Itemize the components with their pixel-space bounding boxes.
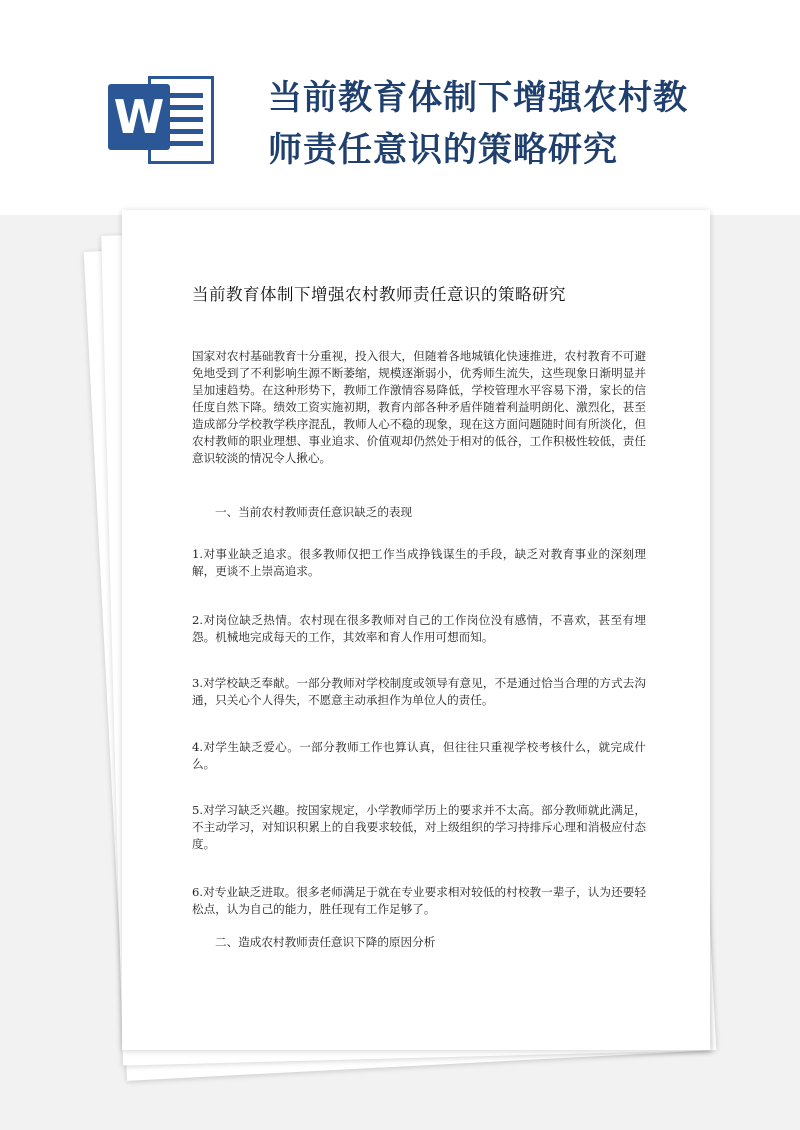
list-item-2: 2.对岗位缺乏热情。农村现在很多教师对自己的工作岗位没有感情，不喜欢，甚至有埋怨。机械地完成每天的工作，其效率和育人作用可想而知。	[192, 613, 646, 644]
list-item-1: 1.对事业缺乏追求。很多教师仅把工作当成挣钱谋生的手段，缺乏对教育事业的深刻理解，更谈不上崇高追求。	[192, 547, 646, 578]
header-banner	[0, 0, 800, 215]
list-item-6: 6.对专业缺乏进取。很多老师满足于就在专业要求相对较低的村校教一辈子，认为还要轻松点，认为自己的能力，胜任现有工作足够了。	[192, 885, 646, 916]
word-icon-line	[169, 117, 203, 122]
intro-paragraph: 国家对农村基础教育十分重视，投入很大，但随着各地城镇化快速推进，农村教育不可避免地受到了不利影响生源不断萎缩，规模逐渐弱小，优秀师生流失，这些现象日渐明显并呈加速趋势。在这种形势下，教师工作激情容易降低，学校管理水平容易下滑，家长的信任度自然下降。绩效工资实施初期，教育内部各种矛盾伴随着利益明朗化、激烈化，甚至造成部分学校教学秩序混乱，教师人心不稳的现象，现在这方面问题随时间有所淡化，但农村教师的职业理想、事业追求、价值观却仍然处于相对的低谷，工作积极性较低，责任意识较淡的情况令人揪心。	[192, 349, 646, 465]
word-icon-line	[169, 141, 203, 146]
word-icon-letter: W	[108, 84, 170, 150]
word-document-icon	[108, 70, 218, 170]
word-icon-line	[169, 129, 203, 134]
document-title: 当前教育体制下增强农村教师责任意识的策略研究	[192, 285, 566, 304]
list-item-3: 3.对学校缺乏奉献。一部分教师对学校制度或领导有意见，不是通过恰当合理的方式去沟通，只关心个人得失，不愿意主动承担作为单位人的责任。	[192, 676, 646, 707]
page-title: 当前教育体制下增强农村教师责任意识的策略研究	[268, 78, 688, 170]
section-heading-2: 二、造成农村教师责任意识下降的原因分析	[215, 935, 436, 949]
list-item-5: 5.对学习缺乏兴趣。按国家规定，小学教师学历上的要求并不太高。部分教师就此满足，不主动学习，对知识积累上的自我要求较低，对上级组织的学习持排斥心理和消极应付态度。	[192, 803, 646, 851]
list-item-4: 4.对学生缺乏爱心。一部分教师工作也算认真，但往往只重视学校考核什么，就完成什么。	[192, 740, 646, 771]
word-icon-line	[169, 105, 203, 110]
word-icon-line	[169, 93, 203, 98]
section-heading-1: 一、当前农村教师责任意识缺乏的表现	[215, 505, 413, 519]
